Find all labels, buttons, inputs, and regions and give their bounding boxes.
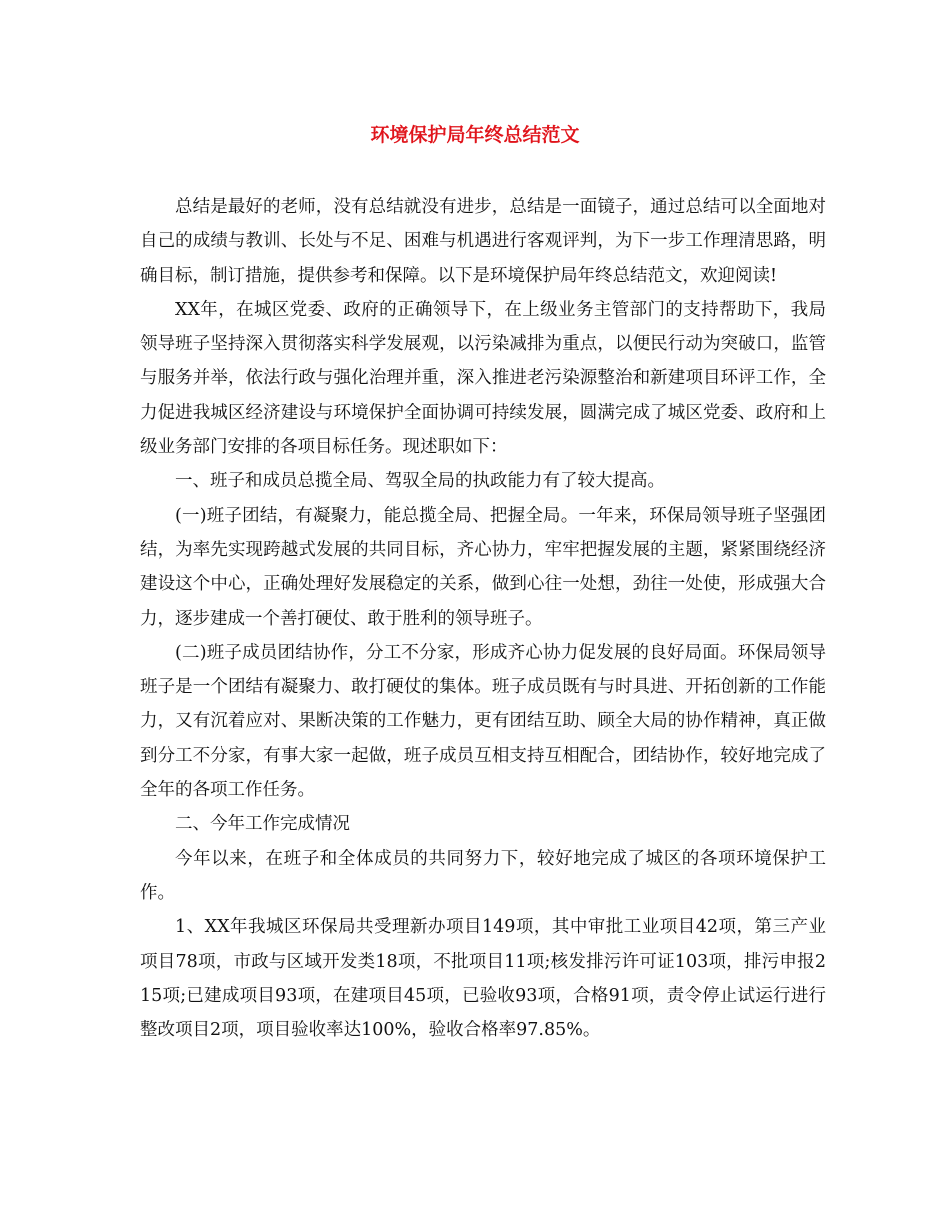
paragraph-intro: 总结是最好的老师，没有总结就没有进步，总结是一面镜子，通过总结可以全面地对自己的成绩与教训、长处与不足、困难与机遇进行客观评判，为下一步工作理清思路，明确目标，制订措施，提供参考和保障。以下是环境保护局年终总结范文，欢迎阅读! [140, 197, 826, 286]
section-heading-2: 二、今年工作完成情况 [175, 814, 350, 835]
paragraph-overview: XX年，在城区党委、政府的正确领导下，在上级业务主管部门的支持帮助下，我局领导班子坚持深入贯彻落实科学发展观，以污染减排为重点，以便民行动为突破口，监管与服务并举，依法行政与强化治理并重，深入推进老污染源整治和新建项目环评工作，全力促进我城区经济建设与环境保护全面协调可持续发展，圆满完成了城区党委、政府和上级业务部门安排的各项目标任务。现述职如下： [140, 299, 826, 458]
paragraph-item-1: 1、XX年我城区环保局共受理新办项目149项，其中审批工业项目42项，第三产业项目78项，市政与区域开发类18项，不批项目11项;核发排污许可证103项，排污申报215项;已建成项目93项，在建项目45项，已验收93项，合格91项，责令停止试运行进行整改项目2项，项目验收率达100%，验收合格率97.85%。 [140, 917, 827, 1041]
paragraph-work-summary: 今年以来，在班子和全体成员的共同努力下，较好地完成了城区的各项环境保护工作。 [140, 848, 826, 903]
document-title: 环境保护局年终总结范文 [370, 124, 580, 146]
paragraph-subsection-1: (一)班子团结，有凝聚力，能总揽全局、把握全局。一年来，环保局领导班子坚强团结，为率先实现跨越式发展的共同目标，齐心协力，牢牢把握发展的主题，紧紧围绕经济建设这个中心，正确处理好发展稳定的关系，做到心往一处想，劲往一处使，形成强大合力，逐步建成一个善打硬仗、敢于胜利的领导班子。 [140, 505, 826, 629]
document-body [140, 190, 826, 1047]
section-heading-1: 一、班子和成员总揽全局、驾驭全局的执政能力有了较大提高。 [175, 471, 665, 492]
paragraph-subsection-2: (二)班子成员团结协作，分工不分家，形成齐心协力促发展的良好局面。环保局领导班子是一个团结有凝聚力、敢打硬仗的集体。班子成员既有与时具进、开拓创新的工作能力，又有沉着应对、果断决策的工作魅力，更有团结互助、顾全大局的协作精神，真正做到分工不分家，有事大家一起做，班子成员互相支持互相配合，团结协作，较好地完成了全年的各项工作任务。 [140, 642, 826, 801]
